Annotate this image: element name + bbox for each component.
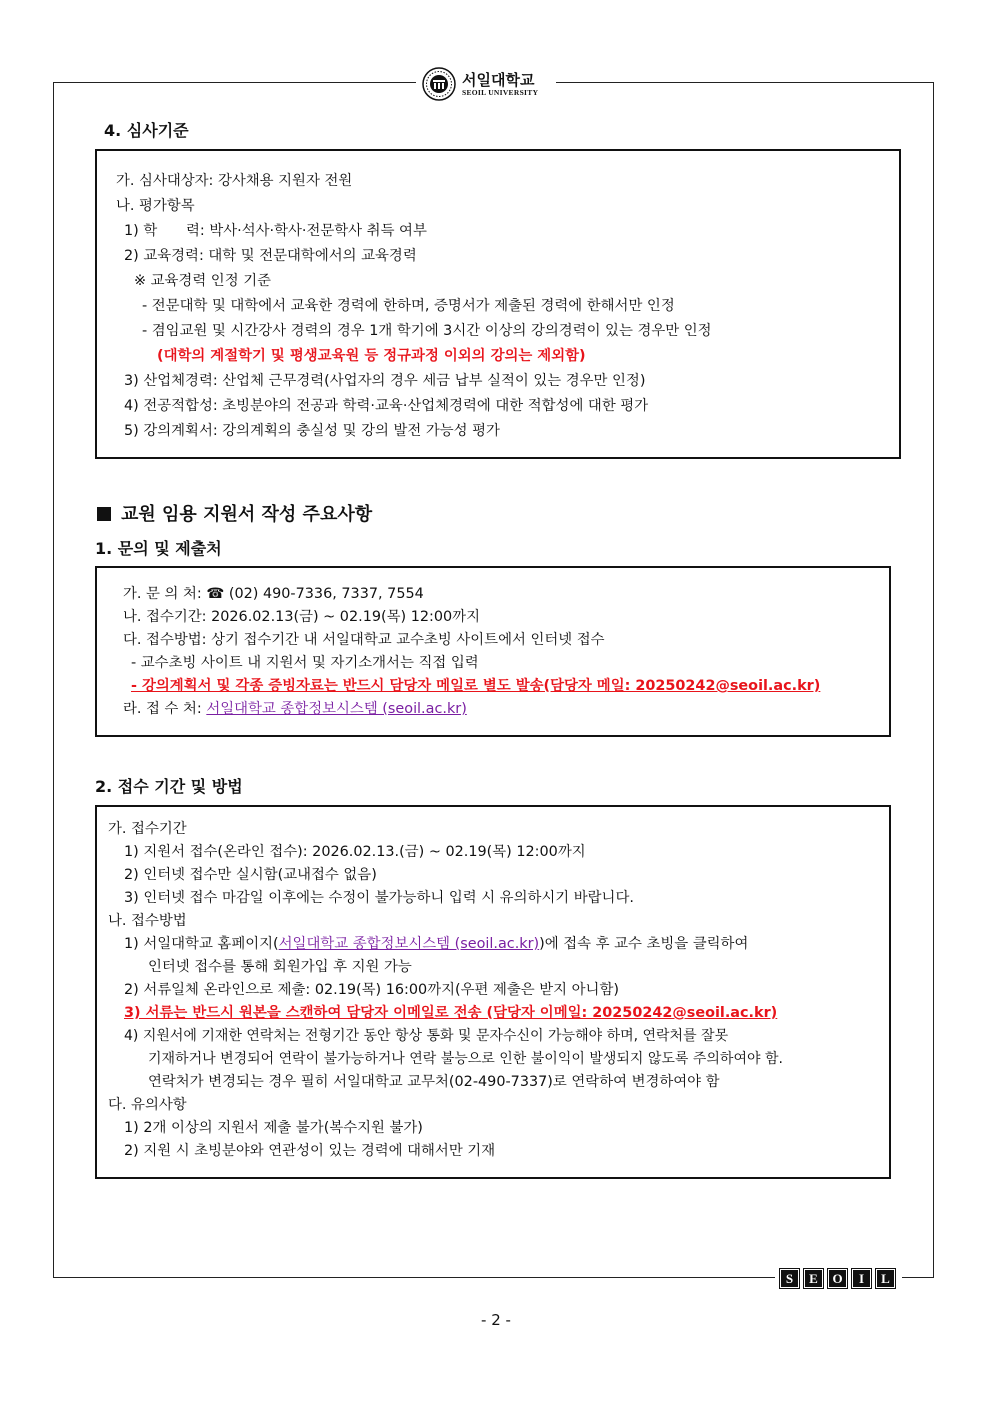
seoil-footer-logo xyxy=(779,1268,896,1289)
inquiry-phone xyxy=(123,584,424,604)
inquiry-method: 다. 접수방법: 상기 접수기간 내 서일대학교 교수초빙 사이트에서 인터넷 접수 xyxy=(123,632,605,648)
inquiry-phone-value: (02) 490-7336, 7337, 7554 xyxy=(224,586,424,602)
inquiry-method-sub2: - 강의계획서 및 각종 증빙자료는 반드시 담당자 메일로 별도 발송(담당자 메일: 20250242@seoil.ac.kr) xyxy=(131,678,821,694)
period-a2: 2) 인터넷 접수만 실시함(교내접수 없음) xyxy=(124,867,377,883)
s4-line-3: 1) 학 력: 박사·석사·학사·전문학사 취득 여부 xyxy=(124,223,427,239)
homepage-system-link[interactable]: 서일대학교 종합정보시스템 (seoil.ac.kr) xyxy=(278,936,540,952)
s4-line-8-notice: (대학의 계절학기 및 평생교육원 등 정규과정 이외의 강의는 제외함) xyxy=(157,348,586,364)
s4-line-5: ※ 교육경력 인정 기준 xyxy=(134,273,271,289)
period-b1 xyxy=(124,934,748,954)
period-b4-2: 기재하거나 변경되어 연락이 불가능하거나 연락 불능으로 인한 불이익이 발생되지 않도록 주의하여야 함. xyxy=(148,1051,783,1067)
seoil-letter-e: E xyxy=(803,1268,824,1289)
period-b2: 2) 서류일체 온라인으로 제출: 02.19(목) 16:00까지(우편 제출은 받지 아니함) xyxy=(124,982,619,998)
s4-line-7: - 겸임교원 및 시간강사 경력의 경우 1개 학기에 3시간 이상의 강의경력이 있는 경우만 인정 xyxy=(142,323,712,339)
period-c-title: 다. 유의사항 xyxy=(108,1097,187,1113)
period-b3: 3) 서류는 반드시 원본을 스캔하여 담당자 이메일로 전송 (담당자 이메일: 20250242@seoil.ac.kr) xyxy=(124,1005,778,1021)
inquiry-submit-label: 라. 접 수 처: xyxy=(123,701,207,717)
page-number: - 2 - xyxy=(481,1311,511,1329)
seoil-letter-o: O xyxy=(827,1268,848,1289)
period-c2: 2) 지원 시 초빙분야와 연관성이 있는 경력에 대해서만 기재 xyxy=(124,1143,496,1159)
period-b1-pre: 1) 서일대학교 홈페이지( xyxy=(124,936,279,952)
university-name-en: SEOIL UNIVERSITY xyxy=(462,87,539,97)
s4-line-10: 4) 전공적합성: 초빙분야의 전공과 학력·교육·산업체경력에 대한 적합성에 대한 평가 xyxy=(124,398,649,414)
s4-line-11: 5) 강의계획서: 강의계획의 충실성 및 강의 발전 가능성 평가 xyxy=(124,423,500,439)
submit-system-link[interactable]: 서일대학교 종합정보시스템 (seoil.ac.kr) xyxy=(206,701,467,717)
s4-line-6: - 전문대학 및 대학에서 교육한 경력에 한하며, 증명서가 제출된 경력에 한해서만 인정 xyxy=(142,298,675,314)
seoil-letter-i: I xyxy=(851,1268,872,1289)
inquiry-title: 1. 문의 및 제출처 xyxy=(95,539,222,558)
period-box xyxy=(95,805,891,1179)
period-c1: 1) 2개 이상의 지원서 제출 불가(복수지원 불가) xyxy=(124,1120,423,1136)
section4-box xyxy=(95,149,901,459)
inquiry-method-sub1: - 교수초빙 사이트 내 지원서 및 자기소개서는 직접 입력 xyxy=(131,655,479,671)
s4-line-4: 2) 교육경력: 대학 및 전문대학에서의 교육경력 xyxy=(124,248,417,264)
s4-line-2: 나. 평가항목 xyxy=(116,198,195,214)
telephone-icon: ☎ xyxy=(206,586,225,602)
period-b-title: 나. 접수방법 xyxy=(108,913,187,929)
period-title: 2. 접수 기간 및 방법 xyxy=(95,777,243,796)
period-a1: 1) 지원서 접수(온라인 접수): 2026.02.13.(금) ~ 02.19(목) 12:00까지 xyxy=(124,844,586,860)
section4-title: 4. 심사기준 xyxy=(104,121,189,140)
period-b4-1: 4) 지원서에 기재한 연락처는 전형기간 동안 항상 통화 및 문자수신이 가능해야 하며, 연락처를 잘못 xyxy=(124,1028,729,1044)
inquiry-submit xyxy=(123,699,467,719)
university-name: 서일대학교 xyxy=(462,70,535,89)
inquiry-phone-label: 가. 문 의 처: xyxy=(123,586,207,602)
university-logo xyxy=(416,64,556,104)
guide-title-row xyxy=(97,500,372,526)
s4-line-1: 가. 심사대상자: 강사채용 지원자 전원 xyxy=(116,173,353,189)
inquiry-box xyxy=(95,566,891,737)
period-a3: 3) 인터넷 접수 마감일 이후에는 수정이 불가능하니 입력 시 유의하시기 바랍니다. xyxy=(124,890,634,906)
period-a-title: 가. 접수기간 xyxy=(108,821,187,837)
frame-bottom-line xyxy=(53,1277,775,1278)
s4-line-9: 3) 산업체경력: 산업체 근무경력(사업자의 경우 세금 납부 실적이 있는 경우만 인정) xyxy=(124,373,646,389)
frame-bottom-line-right xyxy=(902,1277,934,1278)
period-b1-cont: 인터넷 접수를 통해 회원가입 후 지원 가능 xyxy=(148,959,412,975)
period-b1-post: )에 접속 후 교수 초빙을 클릭하여 xyxy=(539,936,749,952)
inquiry-period: 나. 접수기간: 2026.02.13(금) ~ 02.19(목) 12:00까지 xyxy=(123,609,480,625)
guide-title: 교원 임용 지원서 작성 주요사항 xyxy=(121,504,373,525)
square-bullet-icon xyxy=(97,507,111,521)
seoil-letter-s: S xyxy=(779,1268,800,1289)
university-emblem-icon xyxy=(422,67,456,101)
seoil-letter-l: L xyxy=(875,1268,896,1289)
period-b4-3: 연락처가 변경되는 경우 필히 서일대학교 교무처(02-490-7337)로 연락하여 변경하여야 함 xyxy=(148,1074,720,1090)
